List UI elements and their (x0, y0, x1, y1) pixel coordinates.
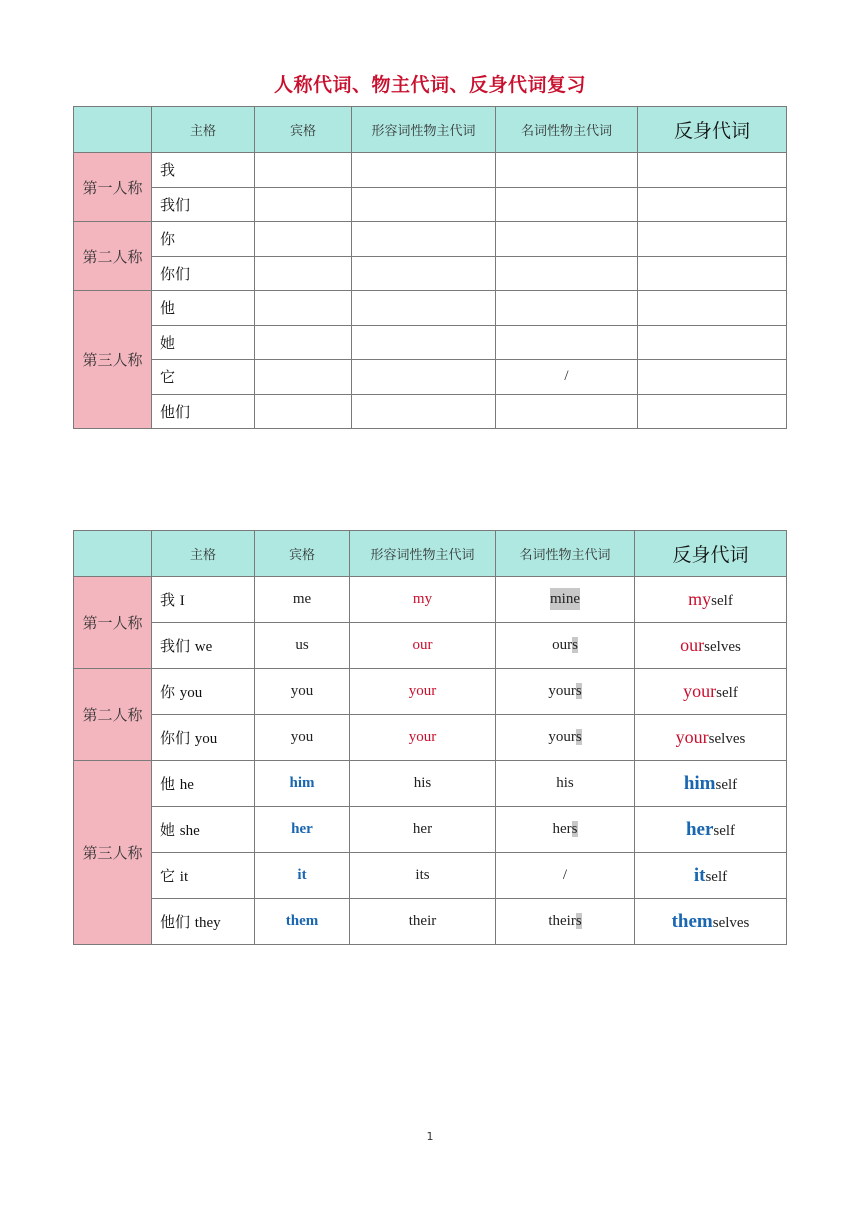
noun-possessive-cell: / (496, 853, 635, 899)
page-title: 人称代词、物主代词、反身代词复习 (273, 74, 586, 96)
reflexive-cell (635, 715, 787, 761)
adj-possessive-cell: her (350, 807, 496, 853)
reflexive-stem: my (688, 589, 712, 609)
subject-en: you (179, 685, 203, 701)
table-row (74, 577, 787, 623)
blank-cell (352, 256, 496, 291)
blank-cell (255, 360, 352, 395)
subject-cell: 我 (152, 153, 255, 188)
subject-en: he (179, 777, 194, 793)
reflexive-stem: them (671, 910, 713, 932)
subject-cell: 它 (152, 360, 255, 395)
object-cell: her (255, 807, 350, 853)
header-subject: 主格 (152, 107, 255, 153)
reflexive-stem: it (693, 864, 706, 886)
header-empty (74, 107, 152, 153)
object-cell: me (255, 577, 350, 623)
blank-cell (496, 153, 638, 188)
reflexive-suffix: self (705, 868, 728, 885)
blank-cell (352, 325, 496, 360)
subject-cell: 你们 (152, 256, 255, 291)
subject-cell (152, 623, 255, 669)
blank-cell (638, 325, 787, 360)
adj-possessive-cell: your (350, 715, 496, 761)
object-cell: him (255, 761, 350, 807)
noun-possessive-stem: your (548, 683, 576, 699)
blank-cell (638, 222, 787, 257)
object-cell: you (255, 669, 350, 715)
reflexive-cell (635, 899, 787, 945)
subject-zh: 我 (160, 591, 176, 609)
noun-possessive-stem: your (548, 729, 576, 745)
reflexive-cell (635, 807, 787, 853)
reflexive-cell (635, 761, 787, 807)
subject-zh: 你们 (160, 729, 191, 747)
person-second: 第二人称 (74, 222, 152, 291)
table-header-row (74, 531, 787, 577)
blank-cell (255, 153, 352, 188)
blank-cell (255, 325, 352, 360)
noun-possessive-s-highlight: s (575, 913, 582, 929)
table-row (74, 394, 787, 429)
table-row (74, 715, 787, 761)
header-adj-possessive: 形容词性物主代词 (352, 107, 496, 153)
header-object: 宾格 (255, 531, 350, 577)
subject-cell: 他们 (152, 394, 255, 429)
noun-possessive-stem: our (552, 637, 573, 653)
blank-cell (496, 394, 638, 429)
header-reflexive: 反身代词 (635, 531, 787, 577)
table-row (74, 899, 787, 945)
page-number: 1 (426, 1130, 434, 1143)
table-row (74, 669, 787, 715)
noun-possessive-cell: / (496, 360, 638, 395)
subject-zh: 他 (160, 775, 176, 793)
blank-cell (352, 360, 496, 395)
blank-cell (255, 187, 352, 222)
reflexive-suffix: selves (708, 731, 746, 747)
blank-cell (255, 291, 352, 326)
subject-en: I (179, 593, 185, 609)
object-cell: you (255, 715, 350, 761)
blank-cell (496, 256, 638, 291)
blank-cell (496, 222, 638, 257)
reflexive-stem: him (683, 772, 716, 794)
reflexive-stem: her (685, 818, 714, 840)
noun-possessive-cell (496, 577, 635, 623)
table-row (74, 153, 787, 188)
blank-cell (352, 153, 496, 188)
blank-cell (352, 394, 496, 429)
blank-pronoun-table (73, 106, 787, 429)
table-row (74, 256, 787, 291)
reflexive-suffix: self (716, 685, 738, 701)
blank-cell (496, 187, 638, 222)
table-row (74, 623, 787, 669)
subject-en: she (179, 823, 200, 839)
noun-possessive-s-highlight: s (571, 821, 578, 837)
reflexive-cell (635, 577, 787, 623)
answer-pronoun-table (73, 530, 787, 945)
noun-possessive-stem: her (552, 821, 572, 837)
subject-cell (152, 761, 255, 807)
noun-possessive-cell (496, 807, 635, 853)
blank-cell (638, 360, 787, 395)
reflexive-suffix: selves (712, 914, 750, 931)
blank-cell (638, 256, 787, 291)
blank-cell (638, 153, 787, 188)
subject-cell: 他 (152, 291, 255, 326)
object-cell: us (255, 623, 350, 669)
person-second: 第二人称 (74, 669, 152, 761)
adj-possessive-cell: your (350, 669, 496, 715)
blank-cell (638, 394, 787, 429)
reflexive-cell (635, 669, 787, 715)
subject-zh: 我们 (160, 637, 191, 655)
blank-cell (352, 222, 496, 257)
adj-possessive-cell: our (350, 623, 496, 669)
reflexive-suffix: selves (704, 639, 741, 655)
blank-cell (255, 256, 352, 291)
subject-en: you (194, 731, 218, 747)
person-third: 第三人称 (74, 291, 152, 429)
blank-cell (638, 291, 787, 326)
subject-cell (152, 899, 255, 945)
subject-cell (152, 715, 255, 761)
reflexive-stem: your (675, 727, 709, 747)
reflexive-cell (635, 853, 787, 899)
table-row (74, 325, 787, 360)
subject-en: we (194, 639, 213, 655)
subject-cell: 我们 (152, 187, 255, 222)
header-reflexive: 反身代词 (638, 107, 787, 153)
table-header-row (74, 107, 787, 153)
subject-zh: 你 (160, 683, 176, 701)
subject-cell (152, 577, 255, 623)
table-row (74, 761, 787, 807)
reflexive-suffix: self (711, 593, 733, 609)
noun-possessive-highlight: mine (550, 588, 580, 610)
header-object: 宾格 (255, 107, 352, 153)
object-cell: it (255, 853, 350, 899)
subject-zh: 她 (160, 821, 176, 839)
header-noun-possessive: 名词性物主代词 (496, 107, 638, 153)
person-first: 第一人称 (74, 153, 152, 222)
adj-possessive-cell: my (350, 577, 496, 623)
subject-cell (152, 853, 255, 899)
subject-zh: 他们 (160, 913, 191, 931)
blank-cell (255, 394, 352, 429)
adj-possessive-cell: their (350, 899, 496, 945)
person-first: 第一人称 (74, 577, 152, 669)
table-row (74, 291, 787, 326)
table-row (74, 807, 787, 853)
blank-cell (255, 222, 352, 257)
header-adj-possessive: 形容词性物主代词 (350, 531, 496, 577)
noun-possessive-cell: his (496, 761, 635, 807)
blank-cell (638, 187, 787, 222)
noun-possessive-s-highlight: s (575, 729, 582, 745)
header-subject: 主格 (152, 531, 255, 577)
person-third: 第三人称 (74, 761, 152, 945)
header-noun-possessive: 名词性物主代词 (496, 531, 635, 577)
reflexive-suffix: self (713, 822, 736, 839)
subject-zh: 它 (160, 867, 176, 885)
subject-cell: 你 (152, 222, 255, 257)
noun-possessive-cell (496, 715, 635, 761)
reflexive-cell (635, 623, 787, 669)
header-empty (74, 531, 152, 577)
table-row (74, 360, 787, 395)
blank-cell (496, 325, 638, 360)
noun-possessive-cell (496, 623, 635, 669)
reflexive-stem: our (680, 635, 705, 655)
noun-possessive-cell (496, 899, 635, 945)
blank-cell (496, 291, 638, 326)
noun-possessive-stem: their (548, 913, 576, 929)
object-cell: them (255, 899, 350, 945)
adj-possessive-cell: his (350, 761, 496, 807)
subject-cell: 她 (152, 325, 255, 360)
blank-cell (352, 187, 496, 222)
noun-possessive-s-highlight: s (575, 683, 582, 699)
reflexive-suffix: self (715, 776, 738, 793)
adj-possessive-cell: its (350, 853, 496, 899)
table-row (74, 222, 787, 257)
table-row (74, 853, 787, 899)
table-row (74, 187, 787, 222)
subject-cell (152, 669, 255, 715)
noun-possessive-cell (496, 669, 635, 715)
subject-en: they (194, 915, 221, 931)
noun-possessive-s-highlight: s (572, 637, 578, 653)
blank-cell (352, 291, 496, 326)
reflexive-stem: your (683, 681, 717, 701)
subject-en: it (179, 869, 189, 885)
subject-cell (152, 807, 255, 853)
